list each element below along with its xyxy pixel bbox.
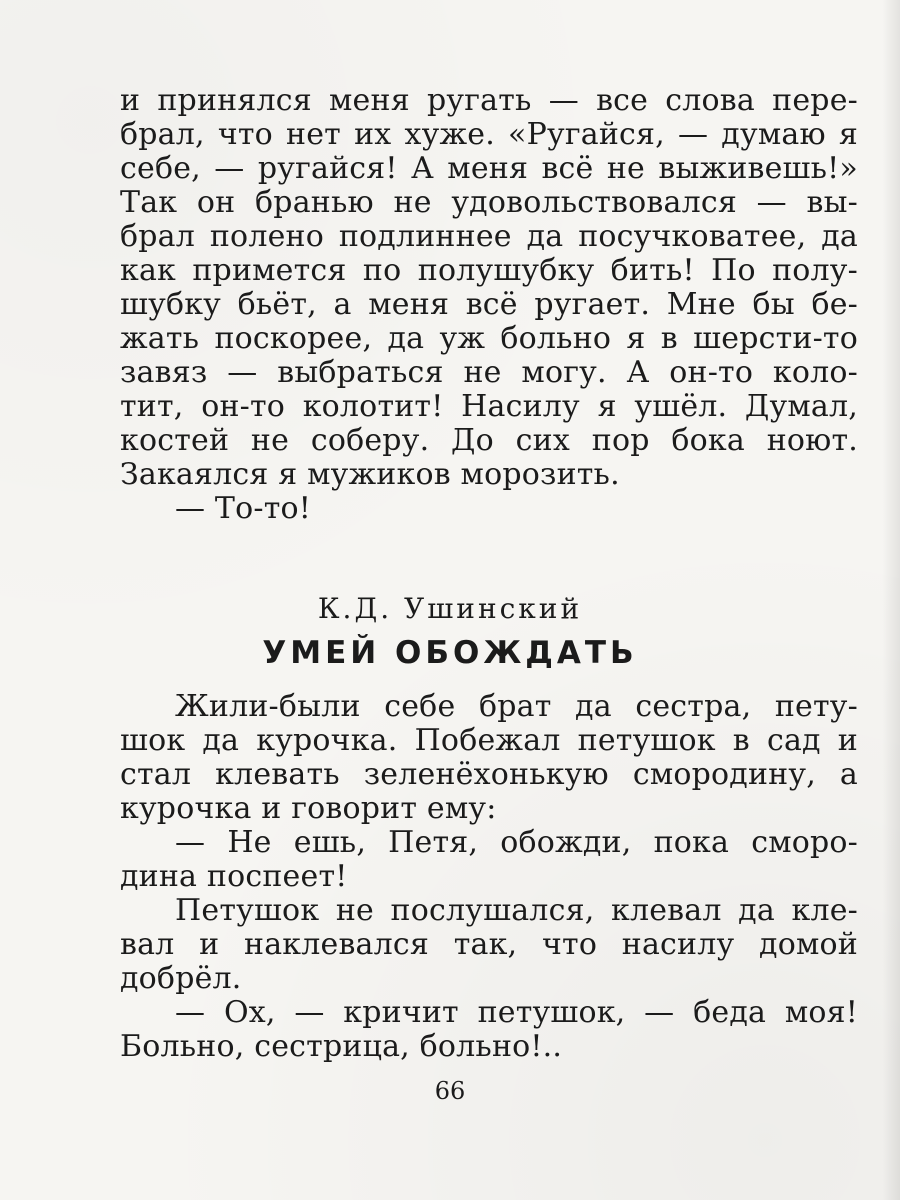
text-line: брал, что нет их хуже. «Ругайся, — думаю я [120,117,858,152]
text-line: шок да курочка. Побежал петушок в сад и [120,723,858,758]
text-line: шубку бьёт, а меня всё ругает. Мне бы бе- [120,287,858,322]
text-line: себе, — ругайся! А меня всё не выживешь!» [120,151,858,186]
text-line: брал полено подлиннее да посучковатее, да [120,219,858,254]
text-line: вал и наклевался так, что насилу домой [120,927,858,962]
text-line: — Ох, — кричит петушок, — беда моя! [175,995,858,1030]
previous-story-text [120,84,858,526]
author-line: К.Д. Ушинский [317,592,583,625]
story-text [120,690,858,1064]
text-line: курочка и говорит ему: [120,791,497,826]
story-title: УМЕЙ ОБОЖДАТЬ [262,635,638,671]
text-line: Закаялся я мужиков морозить. [120,457,620,492]
text-line: Жили-были себе брат да сестра, пету- [175,689,858,724]
text-line: и принялся меня ругать — все слова пере- [120,83,858,118]
text-line: добрёл. [120,961,242,996]
text-line: стал клевать зеленёхонькую смородину, а [120,757,858,792]
text-line: жать поскорее, да уж больно я в шерсти-то [120,321,858,356]
text-line: тит, он-то колотит! Насилу я ушёл. Думал, [120,389,858,424]
text-line: завяз — выбраться не могу. А он-то коло- [120,355,858,390]
text-line: дина поспеет! [120,859,348,894]
text-line: Больно, сестрица, больно!.. [120,1029,563,1064]
text-line: — То-то! [175,491,312,526]
text-line: Петушок не послушался, клевал да кле- [175,893,858,928]
page-number: 66 [434,1077,466,1105]
text-line: — Не ешь, Петя, обожди, пока сморо- [175,825,858,860]
text-line: Так он бранью не удовольствовался — вы- [120,185,858,220]
text-line: костей не соберу. До сих пор бока ноют. [120,423,858,458]
text-line: как примется по полушубку бить! По полу- [120,253,858,288]
